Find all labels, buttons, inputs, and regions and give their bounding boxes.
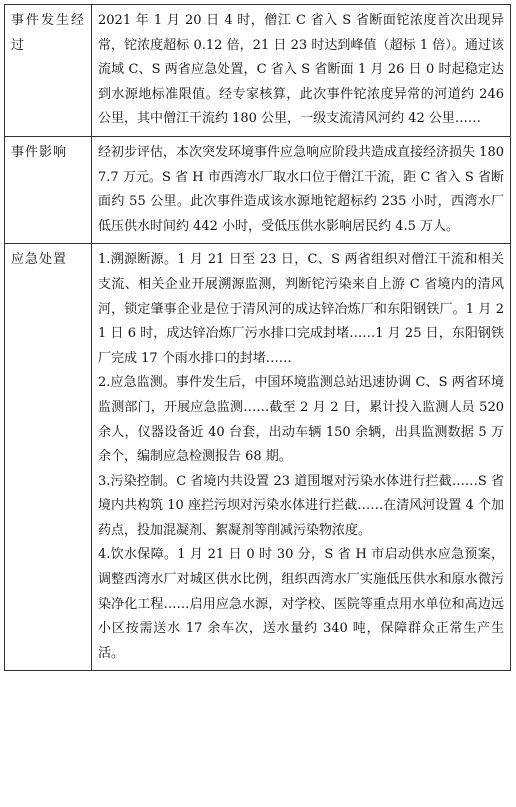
row-content-response: [92, 244, 511, 671]
row-content-process: [92, 5, 511, 137]
row-content-impact: [92, 136, 511, 243]
row-label-impact: 事件影响: [5, 136, 92, 243]
impact-paragraph: 经初步评估，本次突发环境事件应急响应阶段共造成直接经济损失 1807.7 万元。S 省 H 市西湾水厂取水口位于僧江干流，距 C 省入 S 省断面约 55 公里。此次事件造成该水源地铊超标约 235 小时，西湾水厂低压供水时间约 442 小时，受低压供水影响居民约 4.5 万人。: [98, 144, 504, 234]
response-paragraph-pollution-control: 3.污染控制。C 省境内共设置 23 道围堰对污染水体进行拦截……S 省境内共构筑 10 座拦污坝对污染水体进行拦截……在清风河设置 4 个加药点，投加混凝剂、絮凝剂等削减污染物浓度。: [98, 473, 504, 538]
response-paragraph-source-tracing: 1.溯源断源。1 月 21 日至 23 日，C、S 两省组织对僧江干流和相关支流、相关企业开展溯源监测，判断铊污染来自上游 C 省境内的清风河，锁定肇事企业是位于清风河的成达锌冶炼厂和东阳钢铁厂。1 月 21 日 6 时，成达锌冶炼厂污水排口完成封堵……1 月 25 日，东阳钢铁厂完成 17 个雨水排口的封堵……: [98, 252, 504, 366]
process-paragraph: 2021 年 1 月 20 日 4 时，僧江 C 省入 S 省断面铊浓度首次出现异常，铊浓度超标 0.12 倍，21 日 23 时达到峰值（超标 1 倍）。通过该流域 C、S 两省应急处置，C 省入 S 省断面 1 月 26 日 0 时起稳定达到水源地标准限值。经专家核算，此次事件铊浓度异常的河道约 246 公里，其中僧江干流约 180 公里，一级支流清风河约 42 公里……: [98, 13, 504, 127]
table-row-response: [5, 244, 511, 671]
row-label-response: 应急处置: [5, 244, 92, 671]
response-paragraph-monitoring: 2.应急监测。事件发生后，中国环境监测总站迅速协调 C、S 两省环境监测部门，开展应急监测……截至 2 月 2 日，累计投入监测人员 520 余人，仪器设备近 40 台套，出动车辆 150 余辆，出具监测数据 5 万余个，编制应急检测报告 68 期。: [98, 375, 504, 465]
event-table: [4, 4, 511, 671]
row-label-process: 事件发生经过: [5, 5, 92, 137]
response-paragraph-water-supply: 4.饮水保障。1 月 21 日 0 时 30 分，S 省 H 市启动供水应急预案，调整西湾水厂对城区供水比例，组织西湾水厂实施低压供水和原水微污染净化工程……启用应急水源，对学校、医院等重点用水单位和高边远小区按需送水 17 余车次，送水量约 340 吨，保障群众正常生产生活。: [98, 547, 504, 661]
table-row-impact: [5, 136, 511, 243]
table-row-process: [5, 5, 511, 137]
